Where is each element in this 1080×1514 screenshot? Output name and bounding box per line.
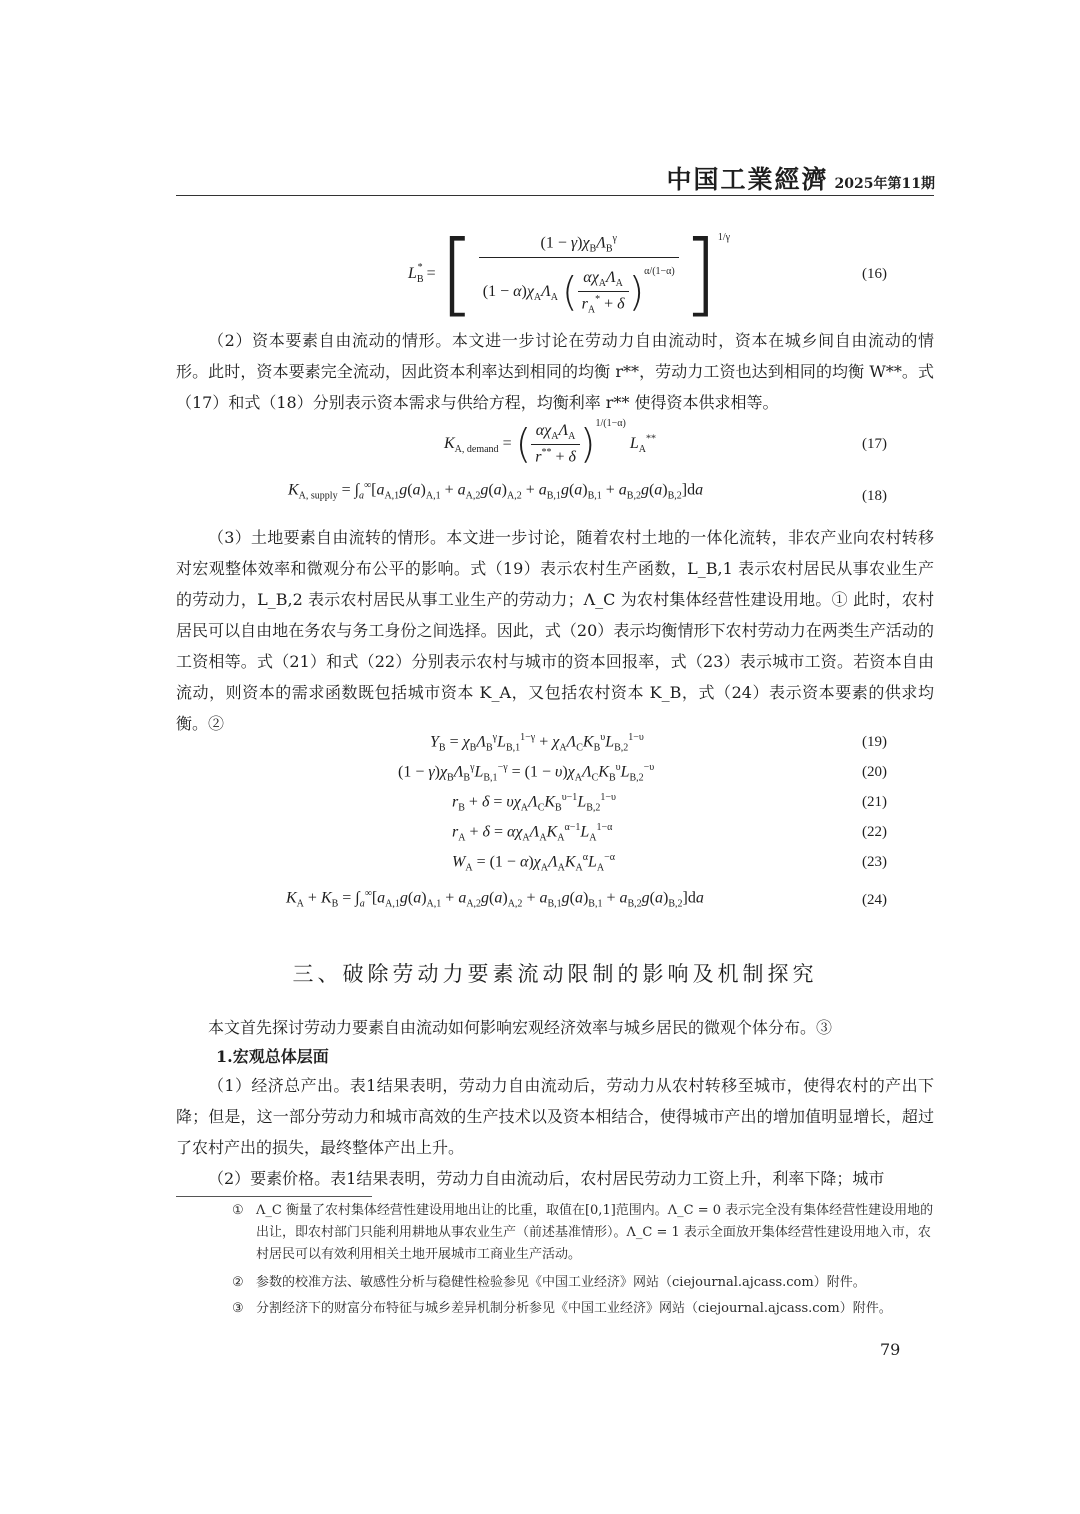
- eq-number-23: (23): [862, 854, 887, 870]
- equation-16: $L_B^*$ = [ $(1 - \gamma)\chi_B\Lambda_B^\gamma$ $(1 - \alpha)\chi_A\Lambda_A$ ( $\frac{\alpha\chi_A\Lambda_A}{r_A^* + \delta}$ )$^{\alpha/(1-\alpha)}$ ]$^{1/\gamma}$: [408, 221, 731, 327]
- header-rule: [176, 195, 934, 196]
- eq-number-17: (17): [862, 436, 887, 452]
- footnote-rule: [176, 1196, 372, 1197]
- paragraph-output: （1）经济总产出。表1结果表明，劳动力自由流动后，劳动力从农村转移至城市，使得农村的产出下降；但是，这一部分劳动力和城市高效的生产技术以及资本相结合，使得城市产出的增加值明显增长，超过了农村产出的损失，最终整体产出上升。: [176, 1076, 934, 1157]
- footnote-1: Λ_C 衡量了农村集体经营性建设用地出让的比重，取值在[0,1]范围内。Λ_C = 0 表示完全没有集体经营性建设用地的出让，即农村部门只能利用耕地从事农业生产（前述基准情形）。Λ_C = 1 表示全面放开集体经营性建设用地入市，农村居民可以有效利用相关土地开展城市工商业生产活动。: [256, 1203, 934, 1262]
- eq-number-21: (21): [862, 794, 887, 810]
- footnote-mark-2: ②: [232, 1275, 244, 1290]
- eq-number-16: (16): [862, 266, 887, 282]
- page-number: 79: [880, 1340, 901, 1359]
- eq-number-18: (18): [862, 488, 887, 504]
- eq-number-22: (22): [862, 824, 887, 840]
- footnote-mark-1: ①: [232, 1203, 244, 1218]
- paragraph-capital-mobility: （2）资本要素自由流动的情形。本文进一步讨论在劳动力自由流动时，资本在城乡间自由流动的情形。此时，资本要素完全流动，因此资本利率达到相同的均衡 r**，劳动力工资也达到相同的均衡 W**。式（17）和式（18）分别表示资本需求与供给方程，均衡利率 r** 使得资本供求相等。: [176, 331, 934, 412]
- journal-name: 中国工業經濟: [666, 165, 829, 194]
- equation-23: $W_A = (1 - \alpha)\chi_A\Lambda_AK_A^\alpha L_A^{-\alpha}$: [452, 852, 616, 874]
- equation-22: $r_A + \delta = \alpha\chi_A\Lambda_AK_A^{\alpha-1}L_A^{1-\alpha}$: [452, 822, 613, 844]
- equation-19: $Y_B = \chi_B\Lambda_B^\gamma L_{B,1}^{1-\gamma} + \chi_A\Lambda_CK_B^\upsilon L_{B,2}^{1-\upsilon}$: [430, 732, 644, 754]
- footnote-2: 参数的校准方法、敏感性分析与稳健性检验参见《中国工业经济》网站（ciejournal.ajcass.com）附件。: [256, 1275, 866, 1290]
- equation-17: $K_{A, demand}$ = ( $\frac{\alpha\chi_A\Lambda_A}{r^{**} + \delta}$ )$^{1/(1-\alpha)}$ $L_A^{**}$: [444, 418, 656, 468]
- equation-24: $K_A + K_B = \int_a^\infty[a_{A,1}g(a)_{A,1} + a_{A,2}g(a)_{A,2} + a_{B,1}g(a)_{B,1} + a_{B,2}g(a)_{B,2}]da$: [286, 888, 704, 910]
- eq-number-20: (20): [862, 764, 887, 780]
- paragraph-prices: （2）要素价格。表1结果表明，劳动力自由流动后，农村居民劳动力工资上升，利率下降；城市: [208, 1169, 885, 1188]
- equation-18: $K_{A, supply} = \int_a^\infty[a_{A,1}g(a)_{A,1} + a_{A,2}g(a)_{A,2} + a_{B,1}g(a)_{B,1} + a_{B,2}g(a)_{B,2}]da$: [288, 480, 704, 502]
- equation-21: $r_B + \delta = \upsilon\chi_A\Lambda_CK_B^{\upsilon-1}L_{B,2}^{1-\upsilon}$: [452, 792, 616, 814]
- section-title: 三、破除劳动力要素流动限制的影响及机制探究: [292, 962, 818, 986]
- issue-label: 2025年第11期: [834, 176, 935, 192]
- equation-20: $(1 - \gamma)\chi_B\Lambda_B^\gamma L_{B,1}^{-\gamma} = (1 - \upsilon)\chi_A\Lambda_CK_B^\upsilon L_{B,2}^{-\upsilon}$: [398, 762, 655, 784]
- subheading-macro: 1.宏观总体层面: [216, 1047, 329, 1066]
- paragraph-land-circulation: （3）土地要素自由流转的情形。本文进一步讨论，随着农村土地的一体化流转，非农产业向农村转移对宏观整体效率和微观分布公平的影响。式（19）表示农村生产函数，L_B,1 表示农村居民从事农业生产的劳动力，L_B,2 表示农村居民从事工业生产的劳动力；Λ_C 为农村集体经营性建设用地。① 此时，农村居民可以自由地在务农与务工身份之间选择。因此，式（20）表示均衡情形下农村劳动力在两类生产活动的工资相等。式（21）和式（22）分别表示农村与城市的资本回报率，式（23）表示城市工资。若资本自由流动，则资本的需求函数既包括城市资本 K_A，又包括农村资本 K_B，式（24）表示资本要素的供求均衡。②: [176, 528, 934, 733]
- eq-number-19: (19): [862, 734, 887, 750]
- paragraph-intro: 本文首先探讨劳动力要素自由流动如何影响宏观经济效率与城乡居民的微观个体分布。③: [208, 1018, 833, 1037]
- footnote-mark-3: ③: [232, 1301, 244, 1316]
- eq-number-24: (24): [862, 892, 887, 908]
- footnote-3: 分割经济下的财富分布特征与城乡差异机制分析参见《中国工业经济》网站（ciejournal.ajcass.com）附件。: [256, 1301, 892, 1316]
- journal-header: [620, 160, 935, 196]
